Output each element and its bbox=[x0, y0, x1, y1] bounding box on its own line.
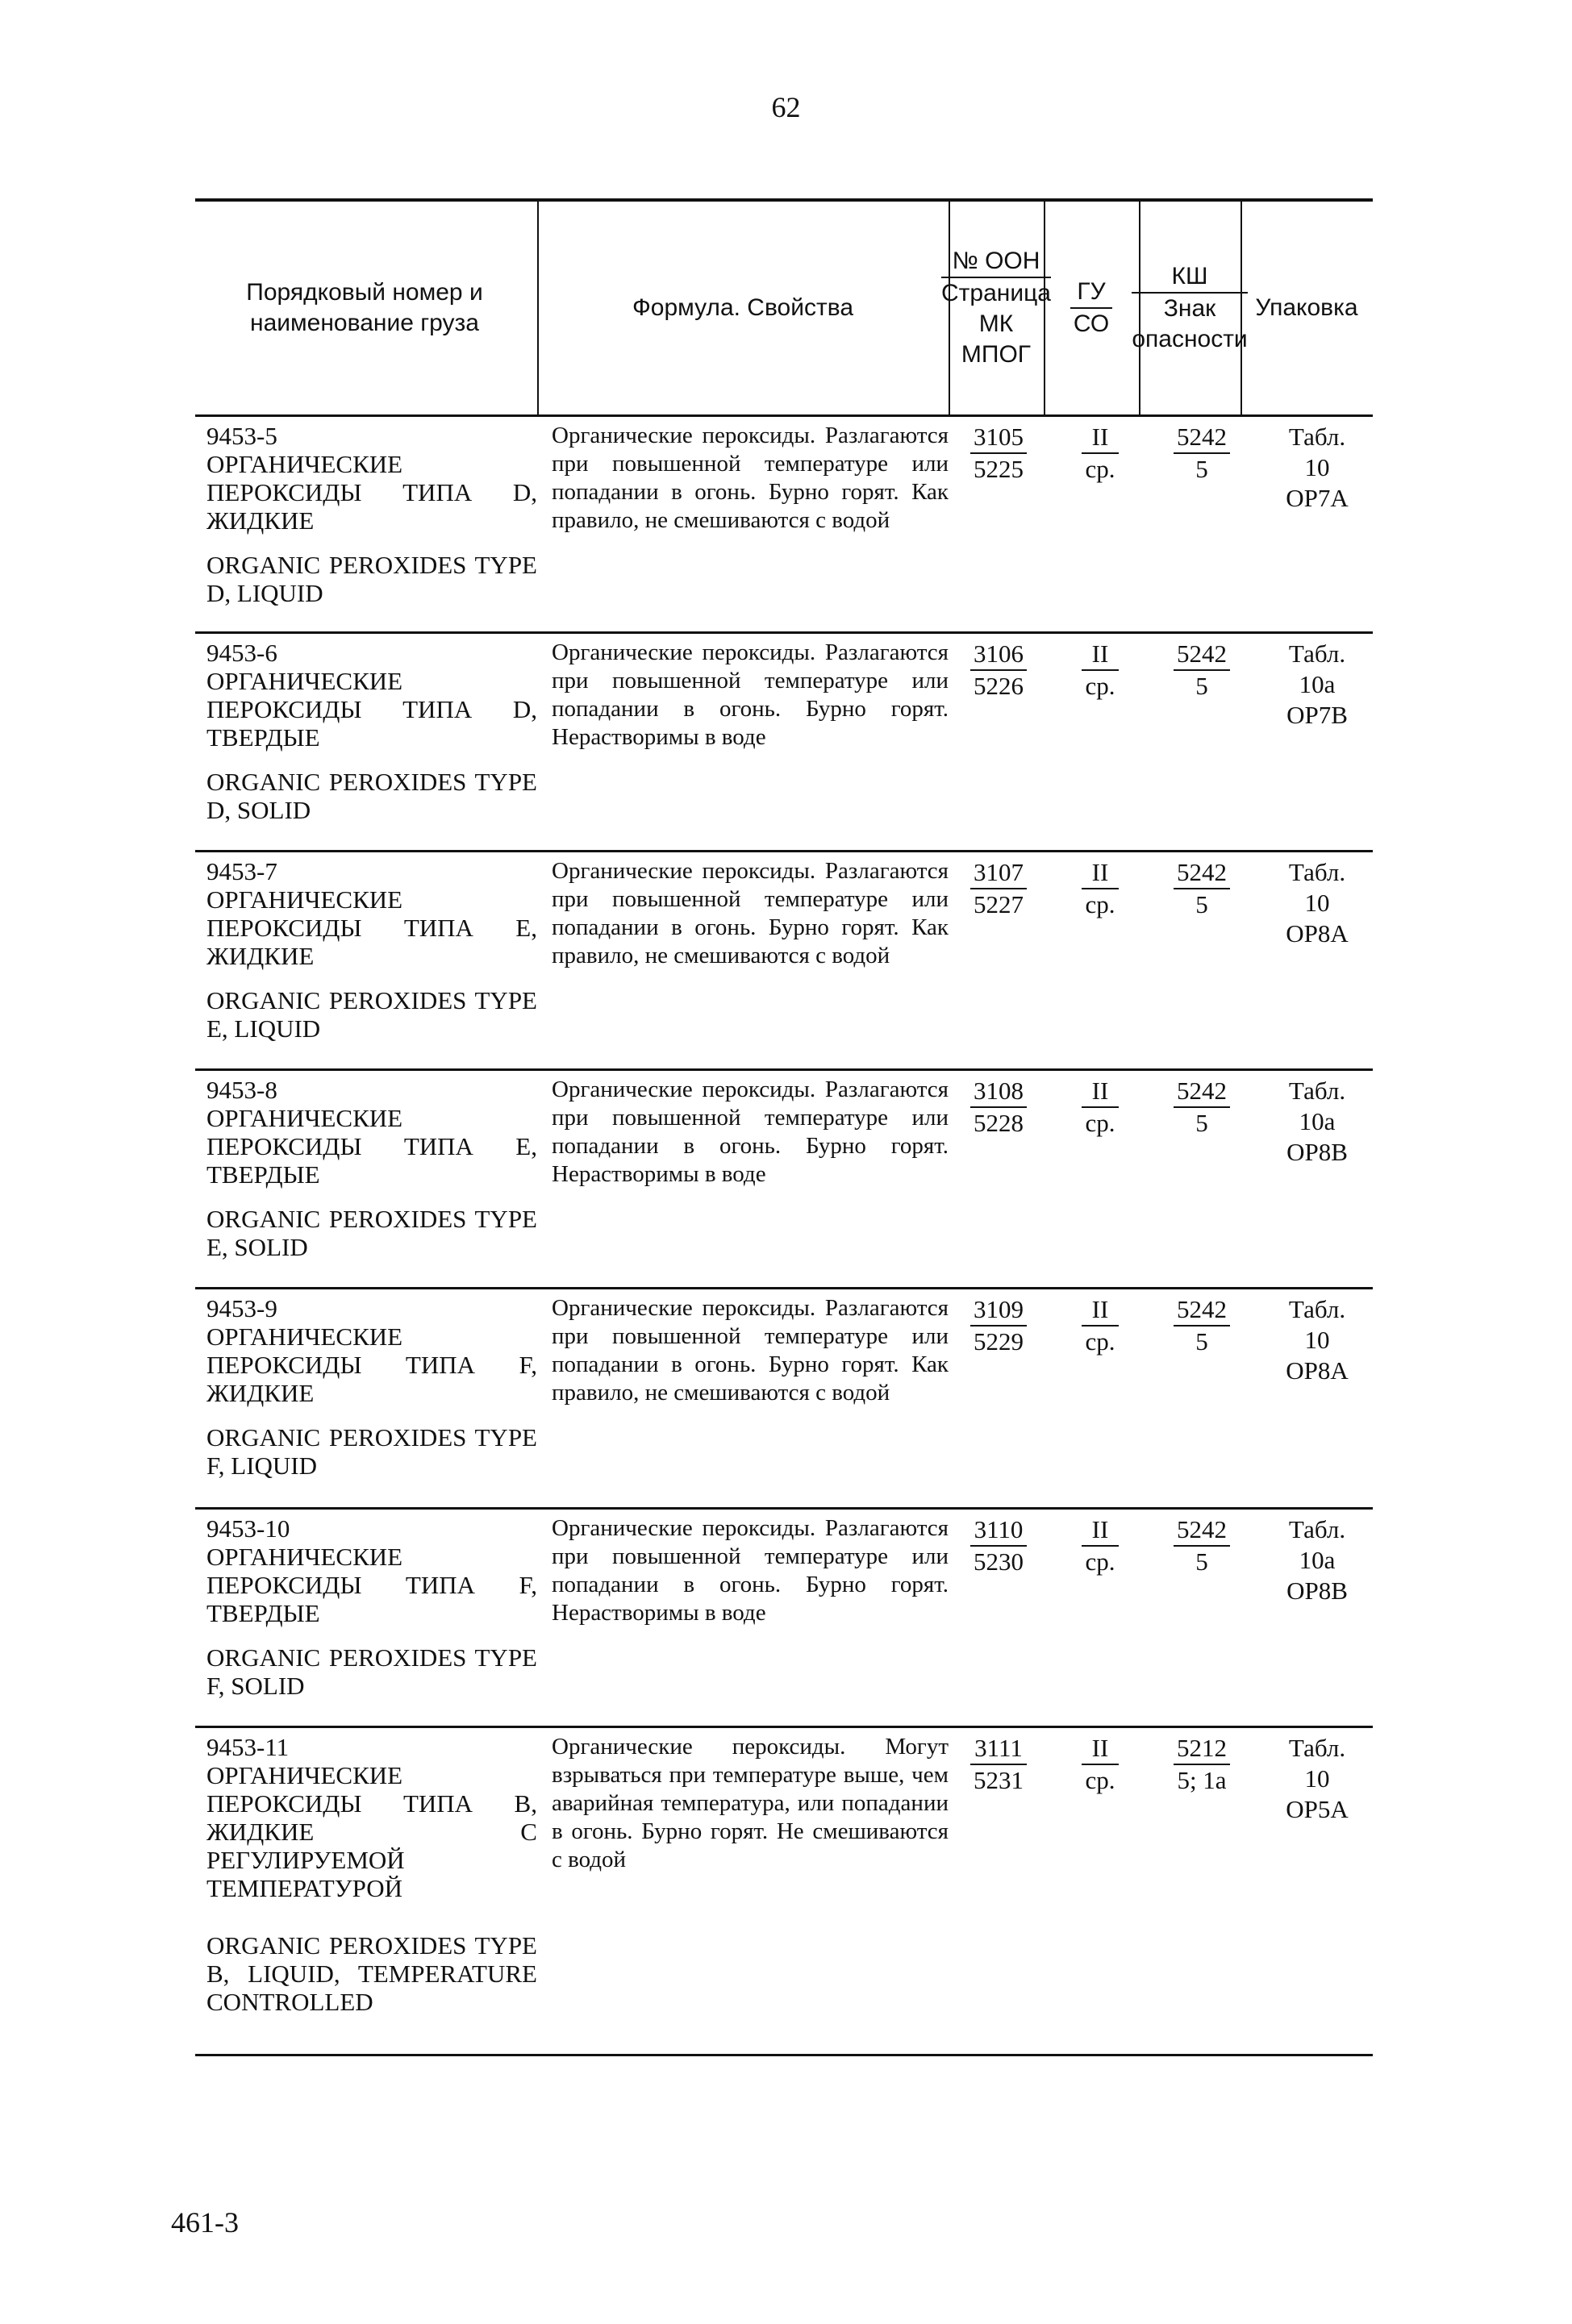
ksh-sign-fraction: $\frac{5212}{5; 1a}$ bbox=[1152, 1733, 1252, 1796]
cargo-name-ru: ОРГАНИЧЕСКИЕ ПЕРОКСИДЫ ТИПА E, ЖИДКИЕ bbox=[206, 885, 537, 970]
cargo-properties: Органические пероксиды. Разлагаются при повышенной температуре или попадании в огонь. Бурно горят. Как правило, не смешиваются с водой bbox=[552, 423, 949, 533]
header-gu-so: $\frac{ГУ}{СО}$ bbox=[1044, 202, 1139, 414]
cargo-name-en: ORGANIC PEROXIDES TYPE E, SOLID bbox=[206, 1205, 537, 1261]
cargo-properties: Органические пероксиды. Разлагаются при повышенной температуре или попадании в огонь. Бурно горят. Как правило, не смешиваются с водой bbox=[552, 1295, 949, 1406]
cargo-id: 9453-10 bbox=[206, 1514, 290, 1543]
page-number: 62 bbox=[771, 91, 801, 123]
cargo-name-ru: ОРГАНИЧЕСКИЕ ПЕРОКСИДЫ ТИПА F, ТВЕРДЫЕ bbox=[206, 1543, 537, 1627]
cargo-name bbox=[206, 422, 537, 607]
packaging: Табл. 10a OP8B bbox=[1286, 1077, 1348, 1166]
cargo-id: 9453-8 bbox=[206, 1076, 277, 1104]
cargo-name-en: ORGANIC PEROXIDES TYPE D, LIQUID bbox=[206, 551, 537, 607]
gu-so-fraction: $\frac{II}{ср.}$ bbox=[1055, 1733, 1145, 1796]
gu-so-fraction: $\frac{II}{ср.}$ bbox=[1055, 857, 1145, 920]
gu-so-fraction: $\frac{II}{ср.}$ bbox=[1055, 1294, 1145, 1357]
packaging: Табл. 10 OP7A bbox=[1286, 423, 1349, 512]
un-page-fraction: $\frac{3105}{5225}$ bbox=[952, 422, 1045, 485]
cargo-properties: Органические пероксиды. Разлагаются при повышенной температуре или попадании в огонь. Бурно горят. Нерастворимы в воде bbox=[552, 1077, 949, 1187]
ksh-sign-fraction: $\frac{5242}{5}$ bbox=[1152, 1076, 1252, 1139]
cargo-properties: Органические пероксиды. Разлагаются при повышенной температуре или попадании в огонь. Бурно горят. Нерастворимы в воде bbox=[552, 1515, 949, 1626]
un-page-fraction: $\frac{3111}{5231}$ bbox=[952, 1733, 1045, 1796]
un-page-fraction: $\frac{3110}{5230}$ bbox=[952, 1514, 1045, 1577]
cargo-name bbox=[206, 639, 537, 824]
cargo-name-ru: ОРГАНИЧЕСКИЕ ПЕРОКСИДЫ ТИПА B, ЖИДКИЕ С РЕГУЛИРУЕМОЙ ТЕМПЕРАТУРОЙ bbox=[206, 1761, 537, 1902]
table-row bbox=[195, 1510, 1373, 1728]
packaging: Табл. 10 OP8A bbox=[1286, 858, 1349, 948]
cargo-id: 9453-7 bbox=[206, 857, 277, 885]
header-hazard-sign: КШ Знак опасности bbox=[1132, 263, 1248, 352]
cargo-name-en: ORGANIC PEROXIDES TYPE B, LIQUID, TEMPERATURE CONTROLLED bbox=[206, 1931, 537, 2016]
cargo-table bbox=[195, 198, 1373, 2056]
ksh-sign-fraction: $\frac{5242}{5}$ bbox=[1152, 422, 1252, 485]
cargo-properties: Органические пероксиды. Разлагаются при повышенной температуре или попадании в огонь. Бурно горят. Нерастворимы в воде bbox=[552, 639, 949, 750]
table-row bbox=[195, 852, 1373, 1071]
gu-so-fraction: $\frac{II}{ср.}$ bbox=[1055, 1514, 1145, 1577]
cargo-name bbox=[206, 1514, 537, 1700]
ksh-sign-fraction: $\frac{5242}{5}$ bbox=[1152, 857, 1252, 920]
header-packaging: Упаковка bbox=[1255, 294, 1358, 321]
ksh-sign-fraction: $\frac{5242}{5}$ bbox=[1152, 1294, 1252, 1357]
table-row bbox=[195, 1071, 1373, 1289]
un-page-fraction: $\frac{3108}{5228}$ bbox=[952, 1076, 1045, 1139]
cargo-id: 9453-6 bbox=[206, 639, 277, 667]
cargo-name-ru: ОРГАНИЧЕСКИЕ ПЕРОКСИДЫ ТИПА D, ТВЕРДЫЕ bbox=[206, 667, 537, 752]
cargo-name-en: ORGANIC PEROXIDES TYPE F, SOLID bbox=[206, 1643, 537, 1700]
cargo-name-en: ORGANIC PEROXIDES TYPE F, LIQUID bbox=[206, 1423, 537, 1480]
cargo-properties: Органические пероксиды. Могут взрываться при температуре выше, чем аварийная температура, или попадании в огонь. Бурно горят. Не смешиваются с водой bbox=[552, 1734, 949, 1872]
table-row bbox=[195, 1289, 1373, 1510]
table-row bbox=[195, 634, 1373, 852]
un-page-fraction: $\frac{3107}{5227}$ bbox=[952, 857, 1045, 920]
ksh-sign-fraction: $\frac{5242}{5}$ bbox=[1152, 1514, 1252, 1577]
cargo-name bbox=[206, 1076, 537, 1261]
cargo-name-ru: ОРГАНИЧЕСКИЕ ПЕРОКСИДЫ ТИПА F, ЖИДКИЕ bbox=[206, 1322, 537, 1407]
packaging: Табл. 10a OP7B bbox=[1286, 639, 1348, 729]
table-row bbox=[195, 417, 1373, 634]
header-un-number: № ООН Страница МК МПОГ bbox=[941, 248, 1051, 368]
cargo-name bbox=[206, 1733, 537, 2016]
header-cargo-name: Порядковый номер и наименование груза bbox=[246, 279, 483, 336]
cargo-name bbox=[206, 857, 537, 1043]
packaging: Табл. 10a OP8B bbox=[1286, 1515, 1348, 1605]
footer-code: 461-3 bbox=[171, 2206, 239, 2239]
ksh-sign-fraction: $\frac{5242}{5}$ bbox=[1152, 639, 1252, 702]
packaging: Табл. 10 OP8A bbox=[1286, 1295, 1349, 1385]
cargo-name-ru: ОРГАНИЧЕСКИЕ ПЕРОКСИДЫ ТИПА E, ТВЕРДЫЕ bbox=[206, 1104, 537, 1189]
packaging: Табл. 10 OP5A bbox=[1286, 1734, 1349, 1823]
cargo-properties: Органические пероксиды. Разлагаются при повышенной температуре или попадании в огонь. Бурно горят. Как правило, не смешиваются с водой bbox=[552, 858, 949, 968]
header-formula: Формула. Свойства bbox=[632, 294, 854, 321]
cargo-id: 9453-9 bbox=[206, 1294, 277, 1322]
gu-so-fraction: $\frac{II}{ср.}$ bbox=[1055, 639, 1145, 702]
cargo-name-ru: ОРГАНИЧЕСКИЕ ПЕРОКСИДЫ ТИПА D, ЖИДКИЕ bbox=[206, 450, 537, 535]
gu-so-fraction: $\frac{II}{ср.}$ bbox=[1055, 1076, 1145, 1139]
table-row bbox=[195, 1728, 1373, 2056]
cargo-id: 9453-5 bbox=[206, 422, 277, 450]
un-page-fraction: $\frac{3106}{5226}$ bbox=[952, 639, 1045, 702]
gu-so-fraction: $\frac{II}{ср.}$ bbox=[1055, 422, 1145, 485]
table-header bbox=[195, 202, 1373, 417]
cargo-name-en: ORGANIC PEROXIDES TYPE E, LIQUID bbox=[206, 986, 537, 1043]
un-page-fraction: $\frac{3109}{5229}$ bbox=[952, 1294, 1045, 1357]
cargo-name-en: ORGANIC PEROXIDES TYPE D, SOLID bbox=[206, 768, 537, 824]
cargo-name bbox=[206, 1294, 537, 1480]
cargo-id: 9453-11 bbox=[206, 1733, 290, 1761]
